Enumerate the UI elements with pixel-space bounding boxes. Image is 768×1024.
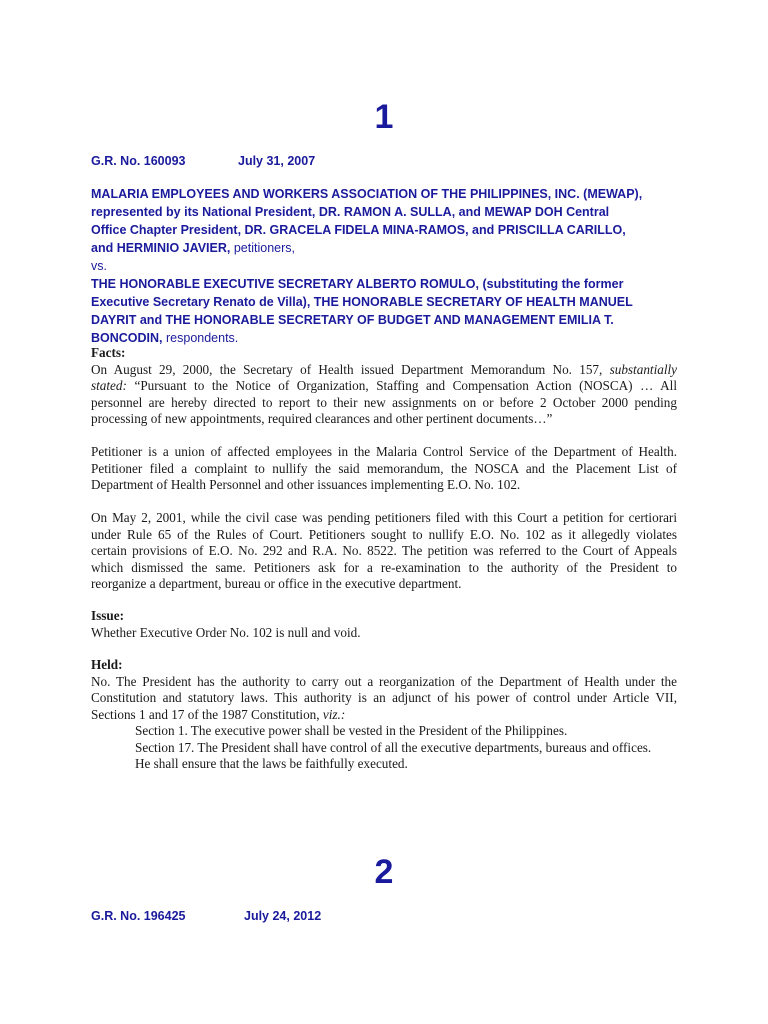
petitioners-line: and HERMINIO JAVIER, (91, 241, 231, 255)
respondents-role: respondents. (162, 331, 239, 345)
case-gr-line (91, 908, 322, 924)
issue-section (91, 608, 677, 641)
facts-line: On May 2, 2001, while the civil case was pending petitioners filed with this Court a petition for certiorari (91, 510, 677, 525)
held-heading: Held: (91, 657, 123, 672)
held-line: Sections 1 and 17 of the 1987 Constitution, viz.: (91, 706, 346, 722)
viz-label: viz.: (322, 706, 346, 722)
case-parties (91, 185, 681, 347)
facts-line: On August 29, 2000, the Secretary of Health issued Department Memorandum No. 157, substantially (91, 361, 678, 377)
case-number: 1 (374, 98, 394, 136)
respondents-line: THE HONORABLE EXECUTIVE SECRETARY ALBERTO ROMULO, (substituting the former (91, 277, 624, 291)
held-line: Constitution and statutory laws. This authority is an adjunct of his power of control under Article VII, (91, 690, 677, 705)
constitution-quote: He shall ensure that the laws be faithfully executed. (135, 756, 408, 771)
gr-number: G.R. No. 160093 (91, 154, 186, 168)
facts-line: processing of new appointments, required clearances and other pertinent documents…” (91, 411, 553, 426)
decision-date: July 31, 2007 (238, 154, 316, 168)
facts-line: under Rule 65 of the Rules of Court. Petitioners sought to nullify E.O. No. 102 as it allegedly violates (91, 526, 677, 542)
case-gr-line (91, 153, 316, 169)
facts-line: Petitioner is a union of affected employees in the Malaria Control Service of the Department of Health. (91, 444, 677, 459)
facts-line: personnel are hereby directed to report to their new assignments on or before 2 October 2000 pending (91, 394, 677, 410)
held-line: No. The President has the authority to carry out a reorganization of the Department of Health under the (91, 673, 677, 689)
held-section (91, 657, 677, 773)
facts-line: stated: “Pursuant to the Notice of Organization, Staffing and Compensation Action (NOSCA) … All (91, 378, 677, 393)
issue-heading: Issue: (91, 608, 124, 623)
petitioners-line: represented by its National President, DR. RAMON A. SULLA, and MEWAP DOH Central (91, 205, 610, 219)
petitioners-line: MALARIA EMPLOYEES AND WORKERS ASSOCIATION OF THE PHILIPPINES, INC. (MEWAP), (91, 187, 643, 201)
facts-line: which dismissed the same. Petitioners ask for a re-examination to the authority of the President to (91, 559, 677, 575)
petitioners-line: Office Chapter President, DR. GRACELA FIDELA MINA-RAMOS, and PRISCILLA CARILLO, (91, 223, 626, 237)
constitution-quote: Section 1. The executive power shall be vested in the President of the Philippines. (135, 723, 568, 738)
petitioners-role: petitioners, (230, 241, 295, 255)
facts-section (91, 345, 677, 428)
versus-label: vs. (91, 259, 107, 273)
facts-heading: Facts: (91, 345, 126, 360)
decision-date: July 24, 2012 (244, 909, 322, 923)
case-number: 2 (374, 853, 394, 891)
respondents-line: DAYRIT and THE HONORABLE SECRETARY OF BUDGET AND MANAGEMENT EMILIA T. (91, 313, 614, 327)
facts-line: reorganize a department, bureau or office in the executive department. (91, 576, 462, 591)
facts-line: certain provisions of E.O. No. 292 and R.A. No. 8522. The petition was referred to the Court of Appeals (91, 543, 677, 558)
facts-line: Department of Health Personnel and other issuances implementing E.O. No. 102. (91, 477, 521, 492)
facts-italic: substantially (609, 361, 678, 377)
constitution-quote: Section 17. The President shall have control of all the executive departments, bureaus and offices. (135, 739, 652, 755)
gr-number: G.R. No. 196425 (91, 909, 186, 923)
facts-line: Petitioner filed a complaint to nullify the said memorandum, the NOSCA and the Placement List of (91, 460, 677, 476)
facts-paragraph-2 (91, 444, 677, 494)
facts-italic: stated: (91, 378, 127, 393)
issue-text: Whether Executive Order No. 102 is null and void. (91, 624, 361, 640)
respondents-line: Executive Secretary Renato de Villa), THE HONORABLE SECRETARY OF HEALTH MANUEL (91, 295, 633, 309)
respondents-line: BONCODIN, (91, 331, 163, 345)
facts-paragraph-3 (91, 510, 677, 593)
